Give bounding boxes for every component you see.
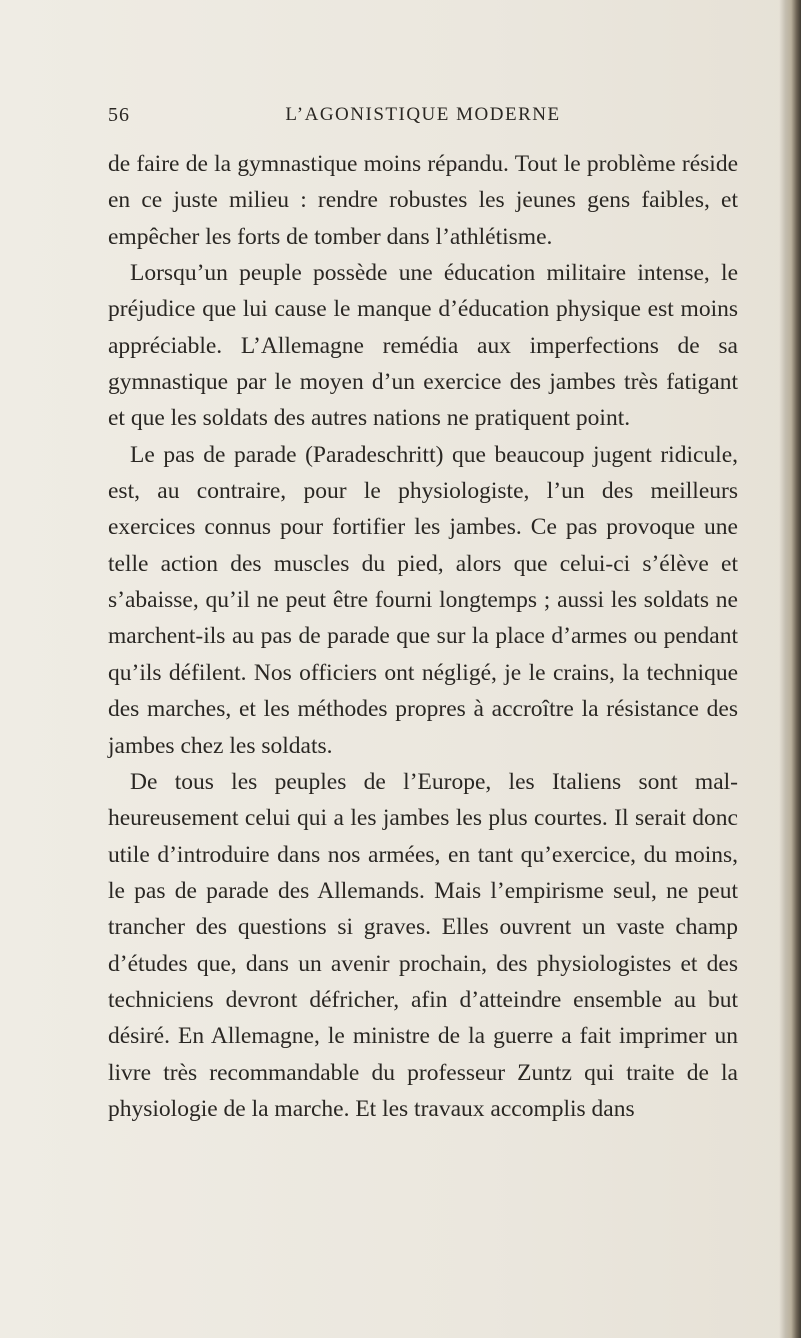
- body-text: [108, 146, 738, 1127]
- page-number: 56: [108, 104, 130, 126]
- running-title: L’AGONISTIQUE MODERNE: [285, 104, 561, 125]
- paragraph: Lorsqu’un peuple possède une éducation militaire intense, le préjudice que lui cause le manque d’éducation physique est moins appréciable. L’Allemagne remédia aux imperfections de sa gymnastique par le moyen d’un exercice des jambes très fatigant et que les soldats des autres nations ne pratiquent point.: [108, 260, 738, 432]
- paragraph: Le pas de parade (Paradeschritt) que beaucoup jugent ridicule, est, au contraire, pour le physiologiste, l’un des meilleurs exercices connus pour fortifier les jambes. Ce pas provoque une telle action des muscles du pied, alors que celui-ci s’élève et s’abaisse, qu’il ne peut être fourni longtemps ; aussi les soldats ne marchent-ils au pas de parade que sur la place d’armes ou pendant qu’ils défilent. Nos officiers ont négligé, je le crains, la technique des marches, et les méthodes propres à accroître la résistance des jambes chez les soldats.: [108, 441, 738, 759]
- paragraph: de faire de la gymnastique moins répandu. Tout le problème réside en ce juste milieu : rendre robustes les jeunes gens faibles, et empêcher les forts de tomber dans l’athlétisme.: [108, 151, 738, 250]
- paragraph: De tous les peuples de l’Europe, les Italiens sont malheureusement celui qui a les jambes les plus courtes. Il serait donc utile d’introduire dans nos armées, en tant qu’exercice, du moins, le pas de parade des Allemands. Mais l’empirisme seul, ne peut trancher des questions si graves. Elles ouvrent un vaste champ d’études que, dans un avenir prochain, des physiologistes et des techniciens devront défricher, afin d’atteindre ensemble au but désiré. En Allemagne, le ministre de la guerre a fait imprimer un livre très recommandable du professeur Zuntz qui traite de la physiologie de la marche. Et les travaux accomplis dans: [108, 768, 738, 1122]
- running-head: [108, 104, 738, 128]
- page-edge-shadow: [779, 0, 801, 1338]
